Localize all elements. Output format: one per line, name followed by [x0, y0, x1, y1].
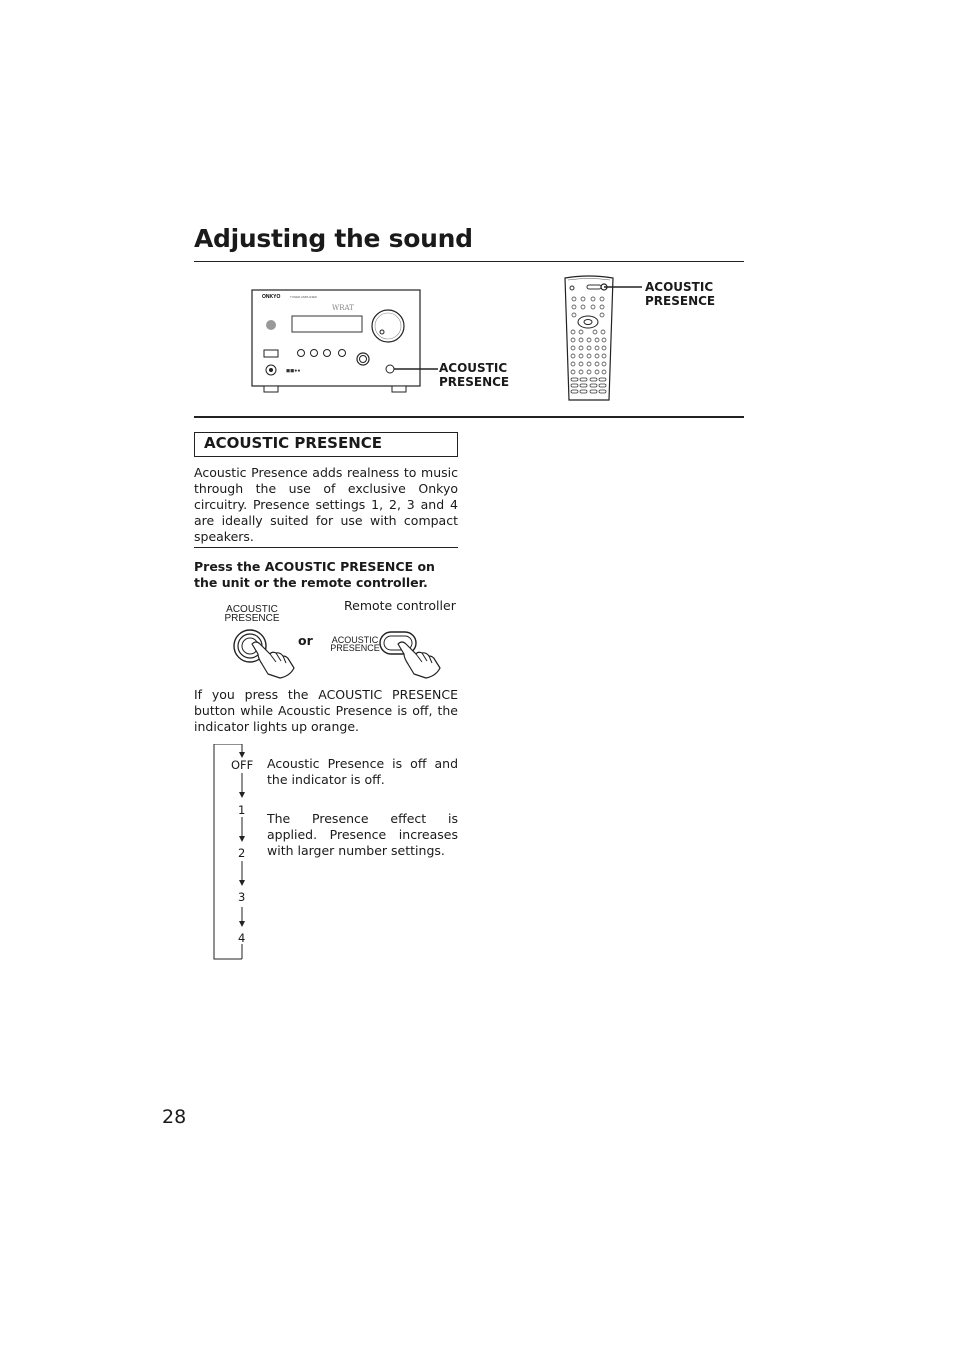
intro-paragraph: Acoustic Presence adds realness to music through the use of exclusive Onkyo circuitry. Presence settings 1, 2, 3 and 4 are ideally suited for use with compact speakers.: [194, 465, 458, 544]
cycle-step-3: 3: [238, 890, 246, 904]
svg-text:TUNER AMPLIFIER: TUNER AMPLIFIER: [290, 295, 317, 299]
instruction-text: Press the ACOUSTIC PRESENCE on the unit or the remote controller.: [194, 559, 435, 590]
unit-button-hand-icon: [228, 624, 300, 680]
page-title: Adjusting the sound: [194, 224, 473, 253]
svg-text:WRAT: WRAT: [332, 304, 354, 312]
cycle-step-4: 4: [238, 931, 246, 945]
svg-text:◼◼●●: ◼◼●●: [286, 368, 301, 374]
main-unit-illustration: [250, 288, 425, 396]
cycle-desc-off: Acoustic Presence is off and the indicator is off.: [267, 756, 458, 787]
remote-button-label: ACOUSTIC PRESENCE: [330, 635, 380, 653]
page-number: 28: [162, 1106, 187, 1128]
brand-logo: ONKYO: [262, 294, 281, 300]
instruction-rule: [194, 547, 458, 548]
remote-caption: Remote controller: [344, 598, 456, 613]
note-paragraph: If you press the ACOUSTIC PRESENCE button while Acoustic Presence is off, the indicator lights up orange.: [194, 687, 458, 734]
unit-button-label: ACOUSTIC PRESENCE: [224, 604, 280, 624]
title-rule: [194, 261, 744, 262]
remote-button-hand-icon: [376, 628, 446, 680]
or-label: or: [298, 633, 313, 648]
cycle-step-2: 2: [238, 846, 246, 860]
section-rule: [194, 416, 744, 418]
remote-callout: ACOUSTIC PRESENCE: [645, 280, 716, 308]
cycle-desc-on: The Presence effect is applied. Presence increases with larger number settings.: [267, 811, 458, 858]
remote-callout-leader: [604, 281, 644, 295]
cycle-step-1: 1: [238, 803, 246, 817]
section-heading: ACOUSTIC PRESENCE: [204, 434, 383, 452]
unit-callout-leader: [394, 362, 440, 376]
cycle-step-off: OFF: [231, 758, 254, 772]
unit-callout: ACOUSTIC PRESENCE: [439, 361, 510, 389]
